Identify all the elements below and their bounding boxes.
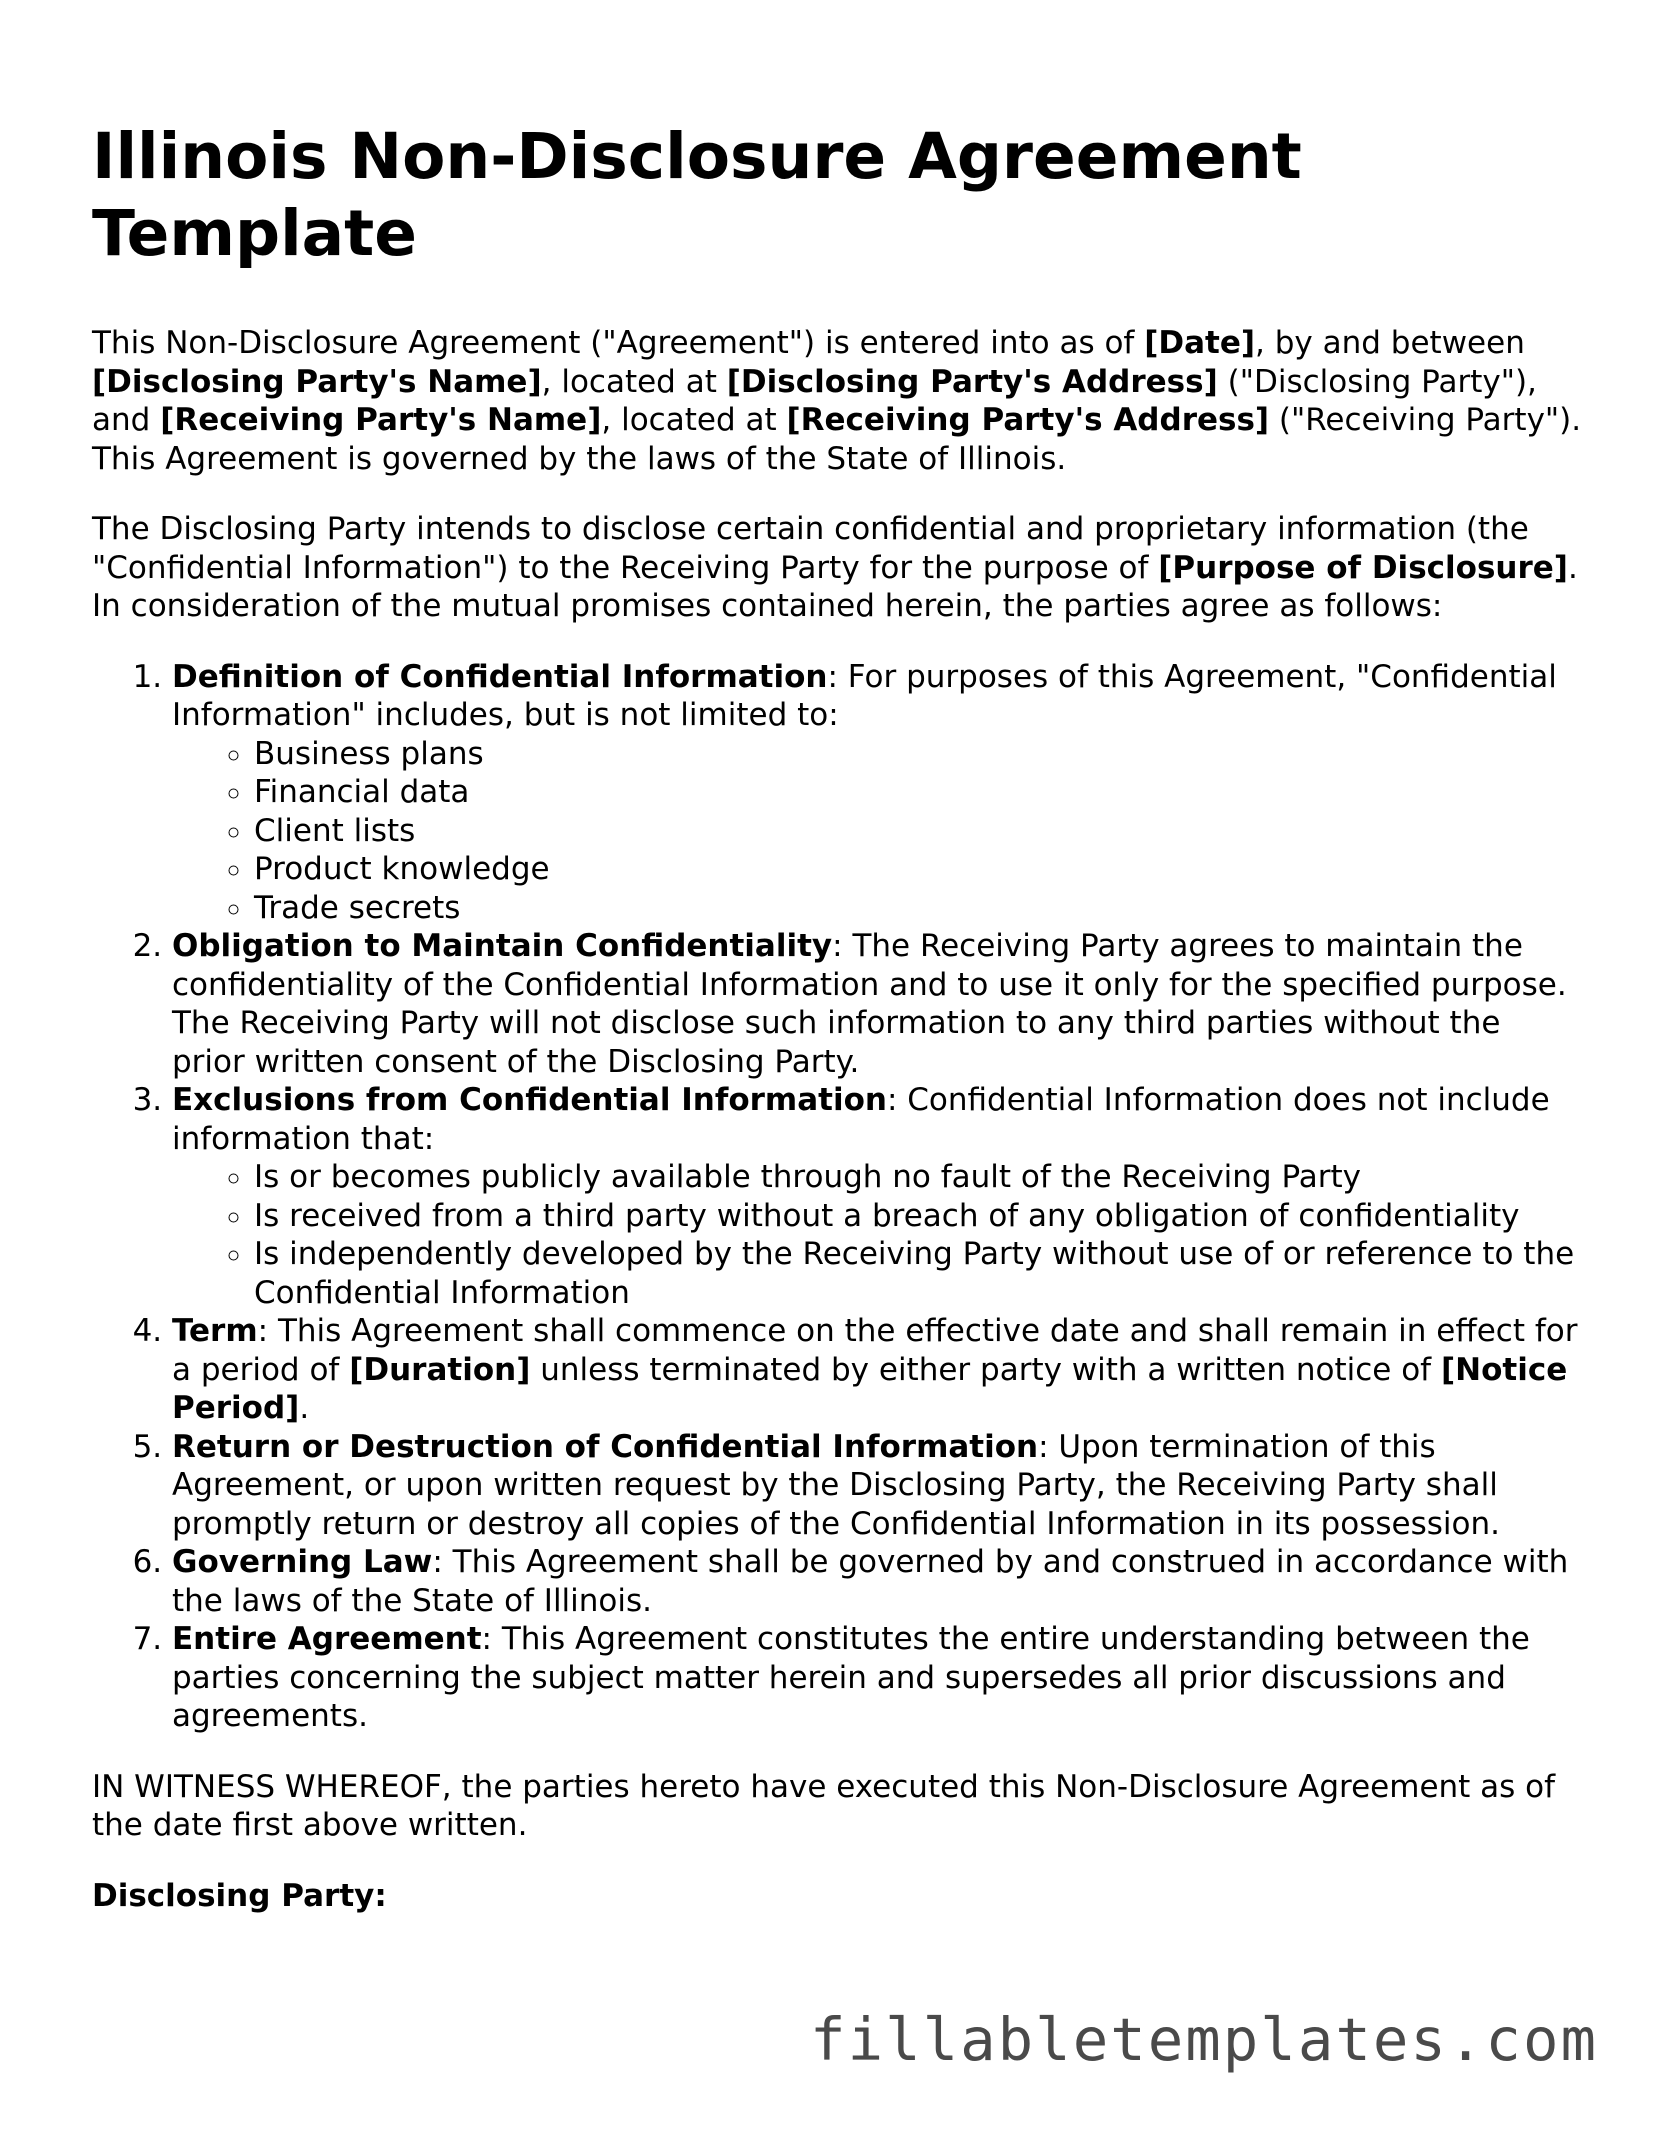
clause-heading: Obligation to Maintain Confidentiality xyxy=(172,928,833,964)
confidential-info-list xyxy=(172,735,1582,928)
document-page xyxy=(92,118,1582,1915)
list-item: ◦ Business plans xyxy=(254,735,1582,774)
disclosing-party-signature-label: Disclosing Party: xyxy=(92,1877,387,1914)
clause-governing-law: 6. Governing Law: This Agreement shall be governed by and construed in accordance with the laws of the State of Illinois. xyxy=(172,1543,1582,1620)
clause-return: 5. Return or Destruction of Confidential Information: Upon termination of this Agreement, or upon written request by the Disclosing Party, the Receiving Party shall promptly return or destroy all copies of the Confidential Information in its possession. xyxy=(172,1428,1582,1544)
intro-paragraph: This Non-Disclosure Agreement ("Agreement") is entered into as of [Date], by and between [Disclosing Party's Name], located at [Disclosing Party's Address] ("Disclosing Party"), and [Receiving Party's Name], located at [Receiving Party's Address] ("Receiving Party"). This Agreement is governed by the laws of the State of Illinois. xyxy=(92,325,1582,477)
clause-heading: Term xyxy=(172,1313,258,1349)
clause-heading: Exclusions from Confidential Information xyxy=(172,1082,887,1118)
page-title: Illinois Non-Disclosure Agreement Template xyxy=(92,120,1302,270)
date-placeholder: [Date] xyxy=(1144,325,1256,361)
clause-term: 4. Term: This Agreement shall commence on the effective date and shall remain in effect for a period of [Duration] unless terminated by either party with a written notice of [Notice Period]. xyxy=(172,1312,1582,1428)
purpose-paragraph: The Disclosing Party intends to disclose certain confidential and proprietary information (the "Confidential Information") to the Receiving Party for the purpose of [Purpose of Disclosure]. In consideration of the mutual promises contained herein, the parties agree as follows: xyxy=(92,511,1578,624)
clause-obligation: 2. Obligation to Maintain Confidentiality: The Receiving Party agrees to maintain the confidentiality of the Confidential Information and to use it only for the specified purpose. The Receiving Party will not disclose such information to any third parties without the prior written consent of the Disclosing Party. xyxy=(172,927,1582,1081)
list-item: ◦ Client lists xyxy=(254,812,1582,851)
clause-definition: 1. Definition of Confidential Information: For purposes of this Agreement, "Confidential Information" includes, but is not limited to: ◦ Business plans ◦ Financial data ◦ Client lists ◦ Product knowledge ◦ Trade secrets xyxy=(172,658,1582,928)
duration-placeholder: [Duration] xyxy=(349,1351,531,1388)
clause-heading: Governing Law xyxy=(172,1544,433,1580)
exclusions-list xyxy=(172,1158,1582,1312)
clause-heading: Definition of Confidential Information xyxy=(172,658,828,695)
list-item: ◦ Trade secrets xyxy=(254,889,1582,928)
list-item: ◦ Product knowledge xyxy=(254,850,1582,889)
witness-paragraph: IN WITNESS WHEREOF, the parties hereto have executed this Non-Disclosure Agreement as of the date first above written. xyxy=(92,1768,1556,1843)
notice-period-placeholder: [Notice Period] xyxy=(172,1351,1568,1426)
clause-entire-agreement: 7. Entire Agreement: This Agreement constitutes the entire understanding between the parties concerning the subject matter herein and supersedes all prior discussions and agreements. xyxy=(172,1620,1582,1736)
clauses-list xyxy=(92,658,1582,1736)
receiving-name-placeholder: [Receiving Party's Name] xyxy=(160,402,602,438)
list-item: ◦ Is independently developed by the Receiving Party without use of or reference to the Confidential Information xyxy=(254,1235,1582,1312)
purpose-placeholder: [Purpose of Disclosure] xyxy=(1158,549,1568,586)
clause-exclusions: 3. Exclusions from Confidential Information: Confidential Information does not include information that: ◦ Is or becomes publicly available through no fault of the Receiving Party ◦ Is received from a third party without a breach of any obligation of confidentiality ◦ Is independently developed by the Receiving Party without use of or reference to the Confidential Information xyxy=(172,1081,1582,1312)
list-item: ◦ Is or becomes publicly available through no fault of the Receiving Party xyxy=(254,1158,1582,1197)
watermark: fillabletemplates.com xyxy=(810,2005,1598,2074)
receiving-address-placeholder: [Receiving Party's Address] xyxy=(786,402,1270,438)
disclosing-name-placeholder: [Disclosing Party's Name] xyxy=(92,363,542,400)
disclosing-address-placeholder: [Disclosing Party's Address] xyxy=(726,363,1218,400)
clause-heading: Entire Agreement xyxy=(172,1621,482,1657)
clause-heading: Return or Destruction of Confidential Information xyxy=(172,1428,1039,1465)
list-item: ◦ Financial data xyxy=(254,773,1582,812)
list-item: ◦ Is received from a third party without a breach of any obligation of confidentiality xyxy=(254,1197,1582,1236)
